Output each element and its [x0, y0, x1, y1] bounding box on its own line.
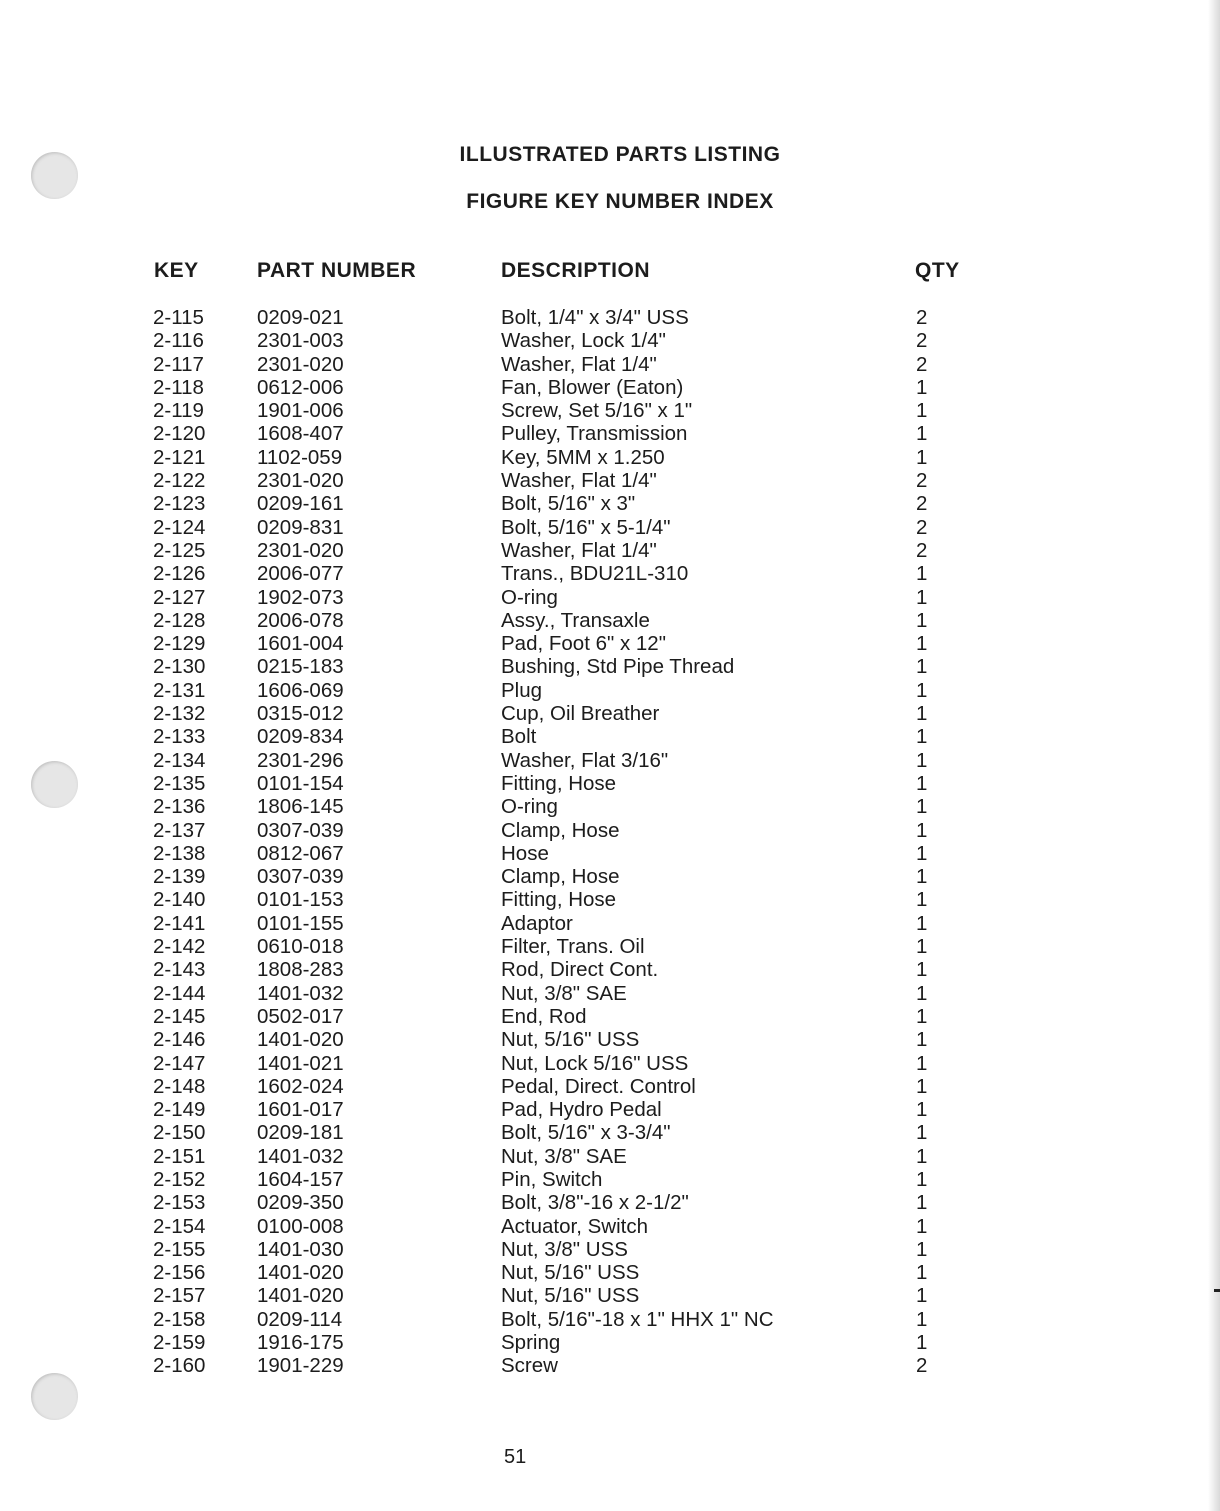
table-row: [0, 539, 1100, 562]
row-description: Nut, 5/16" USS: [501, 1284, 640, 1308]
row-description: Bolt, 5/16" x 5-1/4": [501, 515, 671, 539]
table-row: [0, 725, 1100, 748]
table-row: [0, 888, 1100, 911]
row-description: Screw: [501, 1354, 558, 1378]
row-description: Filter, Trans. Oil: [501, 935, 645, 959]
margin-mark: [1214, 1289, 1220, 1292]
row-part-number: 1916-175: [257, 1331, 344, 1355]
row-description: Fan, Blower (Eaton): [501, 375, 684, 399]
table-row: [0, 609, 1100, 632]
row-qty: 1: [916, 1307, 928, 1331]
row-part-number: 0315-012: [257, 702, 344, 726]
row-qty: 1: [916, 981, 928, 1005]
table-row: [0, 1261, 1100, 1284]
row-qty: 1: [916, 585, 928, 609]
row-description: Washer, Lock 1/4": [501, 329, 666, 353]
row-key: 2-116: [153, 329, 204, 353]
page-number: 51: [504, 1446, 527, 1468]
row-key: 2-130: [153, 655, 206, 679]
row-description: Pulley, Transmission: [501, 422, 688, 446]
row-qty: 1: [916, 608, 928, 632]
row-part-number: 1901-229: [257, 1354, 344, 1378]
row-description: Washer, Flat 3/16": [501, 748, 669, 772]
row-part-number: 2301-020: [257, 469, 344, 493]
table-row: [0, 329, 1100, 352]
row-description: Adaptor: [501, 911, 573, 935]
row-qty: 1: [916, 888, 928, 912]
row-qty: 2: [916, 1354, 928, 1378]
row-part-number: 0100-008: [257, 1214, 344, 1238]
row-description: Washer, Flat 1/4": [501, 469, 657, 493]
row-description: Assy., Transaxle: [501, 608, 650, 632]
row-part-number: 0209-181: [257, 1121, 344, 1145]
table-row: [0, 1028, 1100, 1051]
row-qty: 1: [916, 632, 928, 656]
row-key: 2-157: [153, 1284, 206, 1308]
row-qty: 1: [916, 1237, 928, 1261]
table-row: [0, 376, 1100, 399]
row-qty: 2: [916, 538, 928, 562]
row-qty: 1: [916, 795, 928, 819]
row-key: 2-156: [153, 1261, 206, 1285]
row-key: 2-127: [153, 585, 206, 609]
row-key: 2-153: [153, 1191, 206, 1215]
row-key: 2-140: [153, 888, 206, 912]
row-qty: 1: [916, 1214, 928, 1238]
row-qty: 1: [916, 1261, 928, 1285]
row-part-number: 1808-283: [257, 958, 344, 982]
row-key: 2-159: [153, 1331, 206, 1355]
row-description: Bolt, 5/16" x 3-3/4": [501, 1121, 671, 1145]
row-qty: 2: [916, 515, 928, 539]
row-part-number: 0101-155: [257, 911, 344, 935]
row-description: Pad, Hydro Pedal: [501, 1098, 662, 1122]
row-part-number: 0612-006: [257, 375, 344, 399]
row-qty: 2: [916, 469, 928, 493]
row-description: Nut, 5/16" USS: [501, 1028, 640, 1052]
table-row: [0, 1098, 1100, 1121]
table-row: [0, 1145, 1100, 1168]
row-key: 2-135: [153, 771, 206, 795]
row-description: Actuator, Switch: [501, 1214, 648, 1238]
table-row: [0, 702, 1100, 725]
row-qty: 2: [916, 352, 928, 376]
row-qty: 1: [916, 725, 928, 749]
table-row: [0, 1238, 1100, 1261]
row-qty: 1: [916, 865, 928, 889]
row-part-number: 2006-077: [257, 562, 344, 586]
row-description: Washer, Flat 1/4": [501, 538, 657, 562]
column-header-key: KEY: [154, 259, 199, 282]
row-key: 2-134: [153, 748, 206, 772]
parts-table-body: [0, 306, 1100, 1378]
row-part-number: 2006-078: [257, 608, 344, 632]
table-row: [0, 1075, 1100, 1098]
row-part-number: 0502-017: [257, 1004, 344, 1028]
row-part-number: 0209-161: [257, 492, 344, 516]
table-row: [0, 586, 1100, 609]
row-part-number: 0209-114: [257, 1307, 343, 1331]
table-row: [0, 1191, 1100, 1214]
table-row: [0, 422, 1100, 445]
row-description: Washer, Flat 1/4": [501, 352, 657, 376]
row-key: 2-124: [153, 515, 206, 539]
row-qty: 1: [916, 1331, 928, 1355]
row-key: 2-138: [153, 841, 206, 865]
row-part-number: 0209-831: [257, 515, 344, 539]
row-description: Screw, Set 5/16" x 1": [501, 399, 693, 423]
row-description: Bolt, 1/4" x 3/4" USS: [501, 306, 689, 329]
table-row: [0, 306, 1100, 329]
row-qty: 1: [916, 958, 928, 982]
row-key: 2-143: [153, 958, 206, 982]
row-key: 2-144: [153, 981, 206, 1005]
row-key: 2-129: [153, 632, 206, 656]
row-part-number: 1401-021: [257, 1051, 344, 1075]
row-key: 2-151: [153, 1144, 206, 1168]
row-key: 2-142: [153, 935, 206, 959]
page-edge-shadow: [1208, 0, 1220, 1511]
row-key: 2-132: [153, 702, 206, 726]
row-part-number: 1602-024: [257, 1074, 344, 1098]
row-key: 2-150: [153, 1121, 206, 1145]
row-part-number: 1401-020: [257, 1028, 344, 1052]
row-qty: 1: [916, 841, 928, 865]
table-row: [0, 865, 1100, 888]
row-part-number: 1606-069: [257, 678, 344, 702]
row-qty: 1: [916, 911, 928, 935]
row-description: Trans., BDU21L-310: [501, 562, 689, 586]
row-qty: 1: [916, 771, 928, 795]
row-part-number: 2301-020: [257, 352, 344, 376]
row-qty: 1: [916, 655, 928, 679]
row-description: End, Rod: [501, 1004, 587, 1028]
table-row: [0, 935, 1100, 958]
row-description: Bolt, 5/16" x 3": [501, 492, 636, 516]
table-row: [0, 1215, 1100, 1238]
row-key: 2-145: [153, 1004, 206, 1028]
table-row: [0, 749, 1100, 772]
table-row: [0, 1331, 1100, 1354]
row-part-number: 0209-834: [257, 725, 344, 749]
row-qty: 1: [916, 399, 928, 423]
row-part-number: 0307-039: [257, 865, 344, 889]
row-qty: 1: [916, 562, 928, 586]
row-key: 2-117: [153, 352, 204, 376]
row-description: Hose: [501, 841, 549, 865]
row-part-number: 1608-407: [257, 422, 344, 446]
row-part-number: 1902-073: [257, 585, 344, 609]
row-part-number: 1401-020: [257, 1284, 344, 1308]
row-description: Plug: [501, 678, 543, 702]
row-key: 2-149: [153, 1098, 206, 1122]
row-qty: 1: [916, 375, 928, 399]
row-part-number: 0610-018: [257, 935, 344, 959]
row-key: 2-158: [153, 1307, 206, 1331]
row-key: 2-137: [153, 818, 206, 842]
table-row: [0, 353, 1100, 376]
row-key: 2-139: [153, 865, 206, 889]
table-row: [0, 1121, 1100, 1144]
row-part-number: 0209-021: [257, 306, 344, 329]
row-qty: 1: [916, 1167, 928, 1191]
row-part-number: 2301-003: [257, 329, 344, 353]
row-description: Rod, Direct Cont.: [501, 958, 659, 982]
row-description: O-ring: [501, 585, 558, 609]
row-key: 2-152: [153, 1167, 206, 1191]
row-key: 2-154: [153, 1214, 206, 1238]
row-description: Bolt, 5/16"-18 x 1" HHX 1" NC: [501, 1307, 774, 1331]
column-header-description: DESCRIPTION: [501, 259, 651, 282]
table-row: [0, 632, 1100, 655]
row-key: 2-160: [153, 1354, 206, 1378]
row-qty: 1: [916, 1121, 928, 1145]
row-part-number: 0101-154: [257, 771, 344, 795]
row-part-number: 1401-030: [257, 1237, 344, 1261]
row-description: Pad, Foot 6" x 12": [501, 632, 666, 656]
table-row: [0, 562, 1100, 585]
column-header-part-number: PART NUMBER: [257, 259, 417, 282]
table-row: [0, 1354, 1100, 1377]
table-row: [0, 795, 1100, 818]
row-qty: 2: [916, 306, 928, 329]
row-description: Nut, 3/8" USS: [501, 1237, 628, 1261]
row-part-number: 1102-059: [257, 445, 343, 469]
row-qty: 1: [916, 1004, 928, 1028]
row-description: Pin, Switch: [501, 1167, 603, 1191]
row-qty: 1: [916, 1098, 928, 1122]
row-part-number: 1806-145: [257, 795, 344, 819]
row-qty: 1: [916, 422, 928, 446]
table-row: [0, 819, 1100, 842]
row-key: 2-147: [153, 1051, 206, 1075]
row-description: Fitting, Hose: [501, 771, 617, 795]
row-part-number: 1401-032: [257, 1144, 344, 1168]
row-qty: 1: [916, 1028, 928, 1052]
table-row: [0, 655, 1100, 678]
row-key: 2-122: [153, 469, 206, 493]
row-part-number: 0812-067: [257, 841, 344, 865]
row-part-number: 2301-296: [257, 748, 344, 772]
row-part-number: 1601-017: [257, 1098, 344, 1122]
row-description: Nut, 5/16" USS: [501, 1261, 640, 1285]
row-part-number: 1401-032: [257, 981, 344, 1005]
binder-hole-bottom: [31, 1373, 78, 1420]
row-description: Nut, Lock 5/16" USS: [501, 1051, 689, 1075]
table-row: [0, 958, 1100, 981]
row-description: Nut, 3/8" SAE: [501, 981, 627, 1005]
table-row: [0, 1168, 1100, 1191]
table-row: [0, 842, 1100, 865]
table-row: [0, 912, 1100, 935]
row-part-number: 0101-153: [257, 888, 344, 912]
row-key: 2-121: [153, 445, 206, 469]
table-row: [0, 679, 1100, 702]
row-part-number: 2301-020: [257, 538, 344, 562]
row-key: 2-115: [153, 306, 204, 329]
table-row: [0, 1052, 1100, 1075]
row-key: 2-141: [153, 911, 206, 935]
row-key: 2-133: [153, 725, 206, 749]
document-subtitle: FIGURE KEY NUMBER INDEX: [466, 190, 774, 213]
row-qty: 2: [916, 492, 928, 516]
row-description: Bolt, 3/8"-16 x 2-1/2": [501, 1191, 689, 1215]
document-title: ILLUSTRATED PARTS LISTING: [459, 143, 781, 166]
row-description: Key, 5MM x 1.250: [501, 445, 665, 469]
table-row: [0, 1284, 1100, 1307]
row-description: Pedal, Direct. Control: [501, 1074, 696, 1098]
row-description: Nut, 3/8" SAE: [501, 1144, 627, 1168]
row-description: Cup, Oil Breather: [501, 702, 660, 726]
row-qty: 1: [916, 818, 928, 842]
row-qty: 1: [916, 678, 928, 702]
row-qty: 1: [916, 935, 928, 959]
row-key: 2-148: [153, 1074, 206, 1098]
table-row: [0, 469, 1100, 492]
row-part-number: 1601-004: [257, 632, 344, 656]
table-row: [0, 1005, 1100, 1028]
table-row: [0, 772, 1100, 795]
row-qty: 1: [916, 1074, 928, 1098]
row-part-number: 0209-350: [257, 1191, 344, 1215]
row-qty: 1: [916, 1284, 928, 1308]
row-description: Fitting, Hose: [501, 888, 617, 912]
row-qty: 1: [916, 702, 928, 726]
row-part-number: 1604-157: [257, 1167, 344, 1191]
column-header-qty: QTY: [915, 259, 960, 282]
row-key: 2-126: [153, 562, 206, 586]
table-row: [0, 982, 1100, 1005]
row-key: 2-119: [153, 399, 204, 423]
row-description: Clamp, Hose: [501, 865, 620, 889]
row-key: 2-118: [153, 375, 204, 399]
row-description: Spring: [501, 1331, 561, 1355]
row-qty: 1: [916, 1144, 928, 1168]
row-qty: 2: [916, 329, 928, 353]
row-description: Bushing, Std Pipe Thread: [501, 655, 735, 679]
table-row: [0, 492, 1100, 515]
row-part-number: 0215-183: [257, 655, 344, 679]
row-qty: 1: [916, 1051, 928, 1075]
row-key: 2-131: [153, 678, 206, 702]
table-row: [0, 516, 1100, 539]
row-qty: 1: [916, 748, 928, 772]
row-description: Clamp, Hose: [501, 818, 620, 842]
row-key: 2-123: [153, 492, 206, 516]
row-key: 2-146: [153, 1028, 206, 1052]
row-description: O-ring: [501, 795, 558, 819]
row-key: 2-125: [153, 538, 206, 562]
row-key: 2-155: [153, 1237, 206, 1261]
table-row: [0, 1308, 1100, 1331]
row-key: 2-128: [153, 608, 206, 632]
row-part-number: 1901-006: [257, 399, 344, 423]
row-qty: 1: [916, 445, 928, 469]
row-part-number: 1401-020: [257, 1261, 344, 1285]
row-part-number: 0307-039: [257, 818, 344, 842]
row-key: 2-136: [153, 795, 206, 819]
row-qty: 1: [916, 1191, 928, 1215]
row-description: Bolt: [501, 725, 537, 749]
table-row: [0, 446, 1100, 469]
table-row: [0, 399, 1100, 422]
row-key: 2-120: [153, 422, 206, 446]
